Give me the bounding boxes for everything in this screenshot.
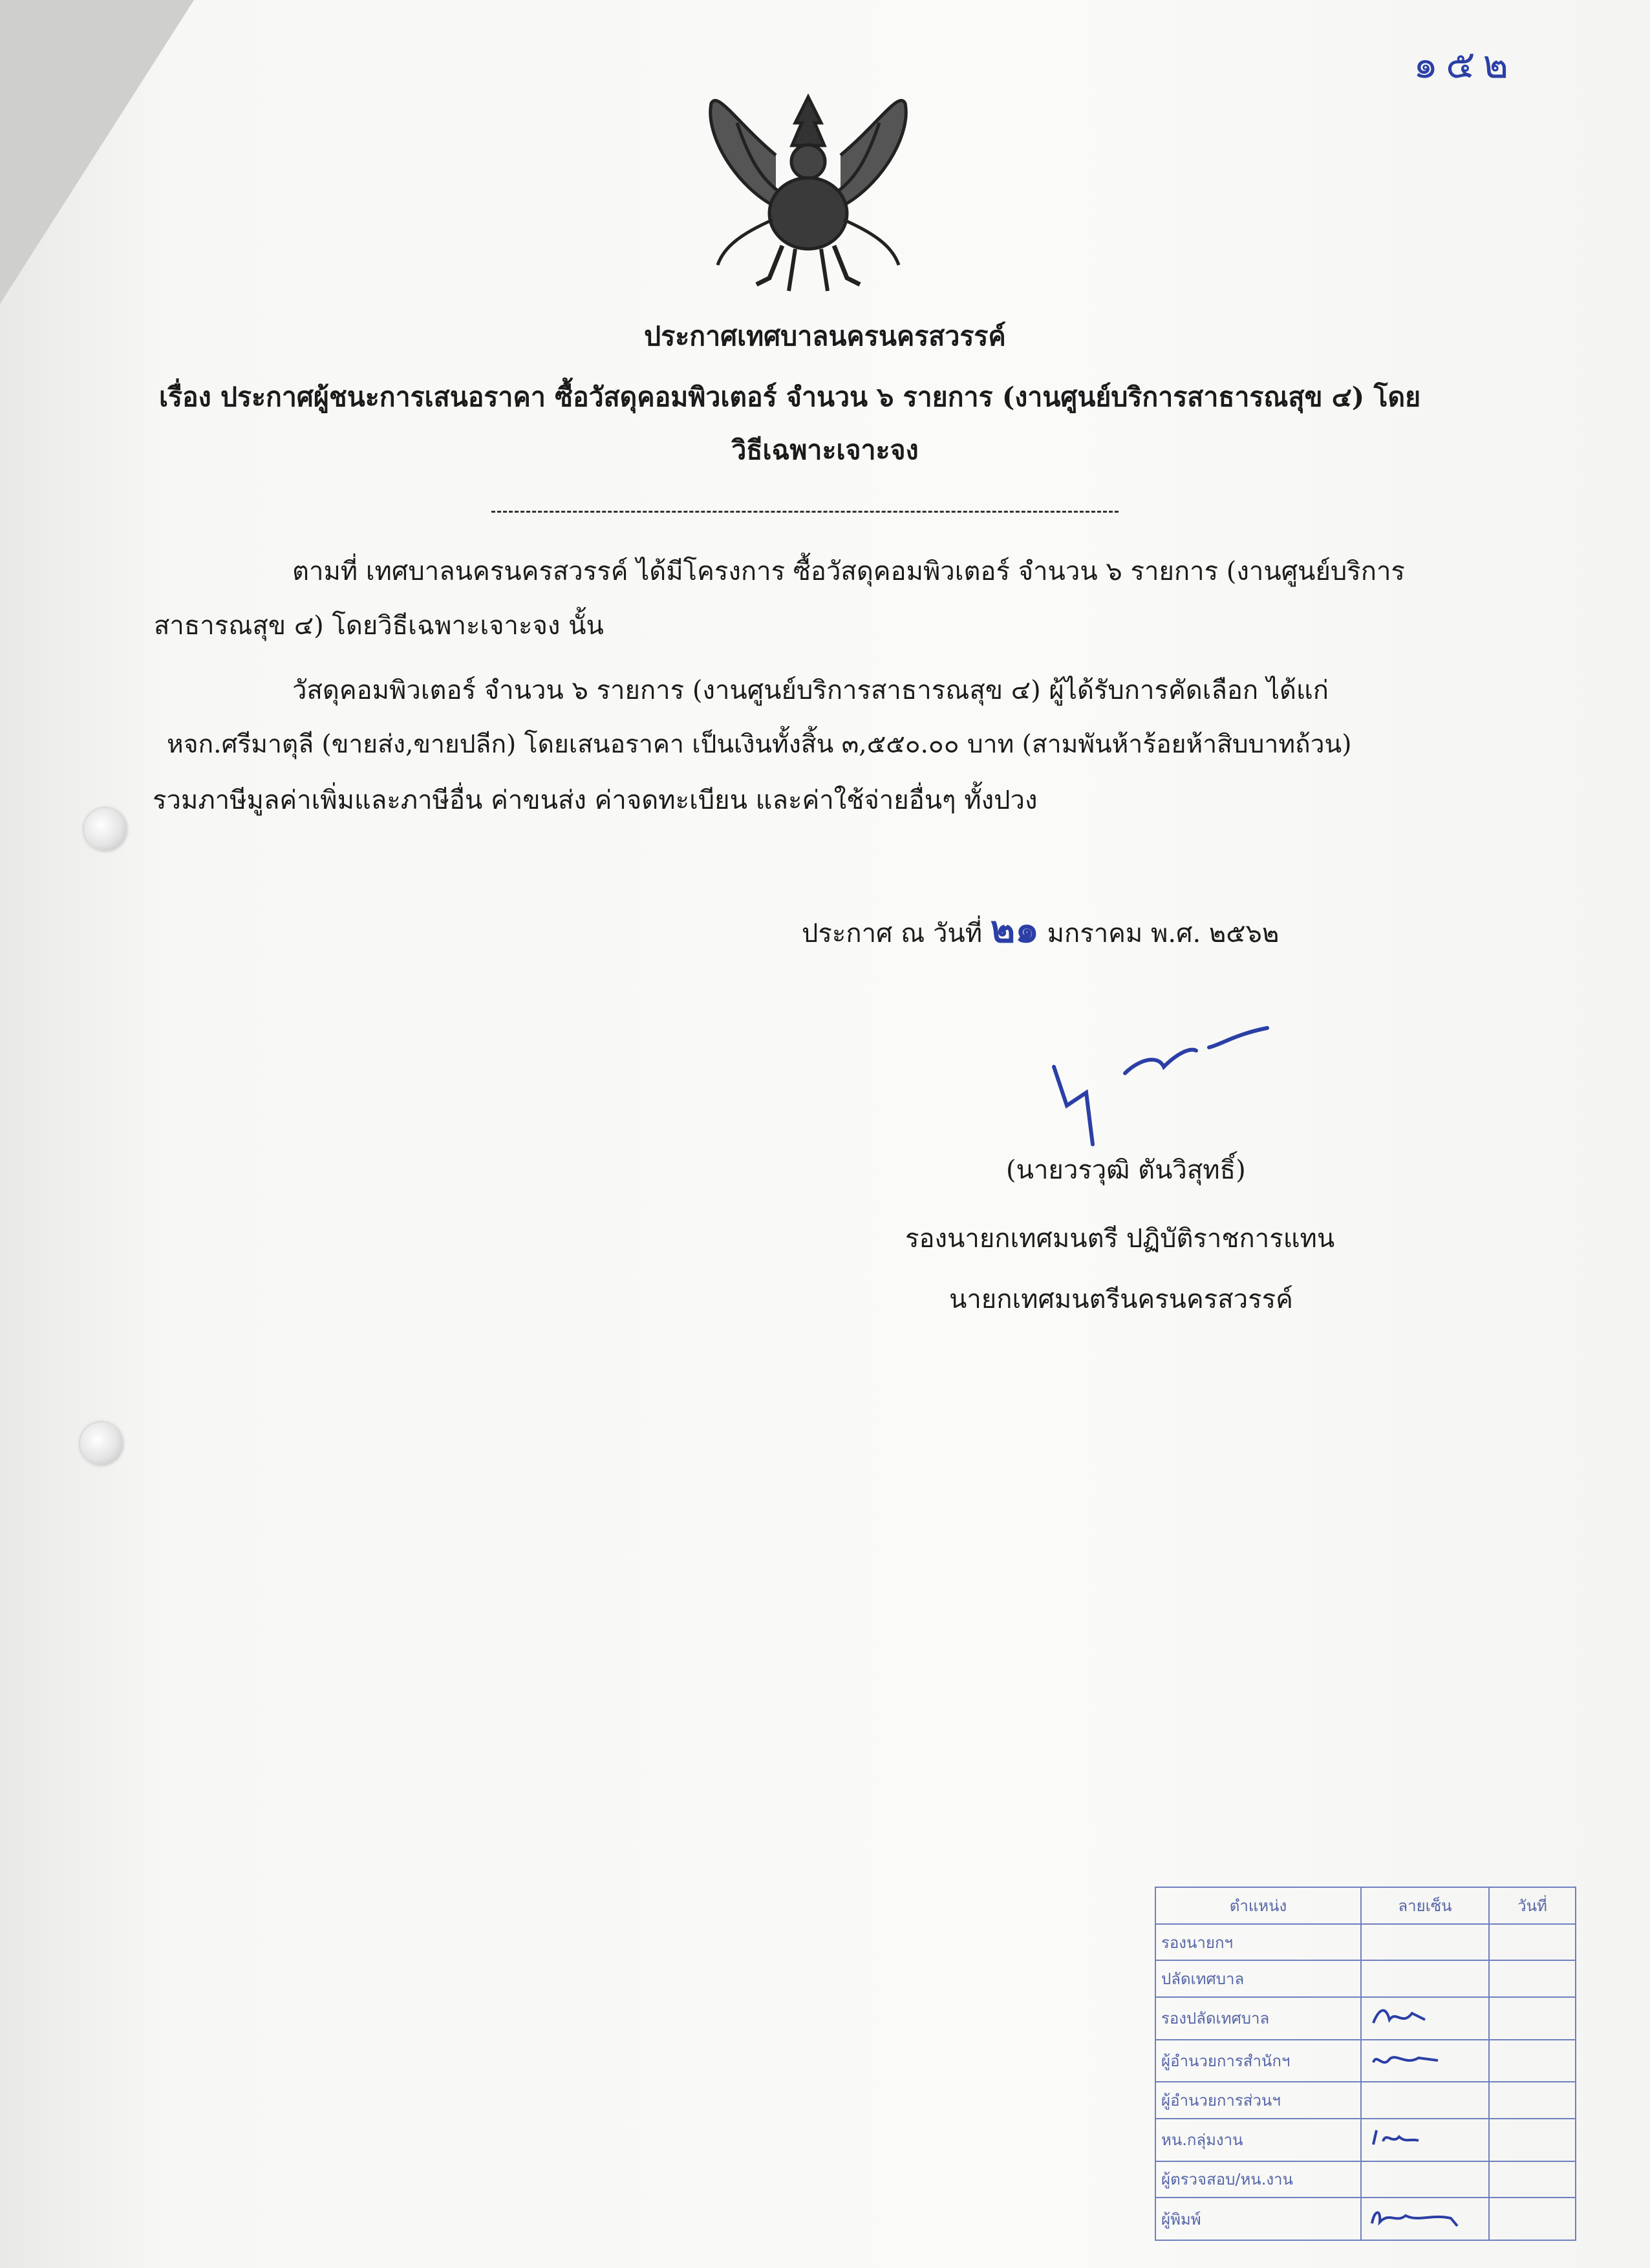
paragraph-2-line-2: หจก.ศรีมาตุลี (ขายส่ง,ขายปลีก) โดยเสนอราคา เป็นเงินทั้งสิ้น ๓,๕๕๐.๐๐ บาท (สามพันห้าร้อยห้าสิบบาทถ้วน)	[167, 730, 1352, 759]
table-row	[1155, 2082, 1576, 2119]
initials-icon	[1367, 2046, 1444, 2072]
initial-mark	[1361, 2198, 1489, 2240]
header-position: ตำแหน่ง	[1155, 1887, 1361, 1924]
row-position: รองปลัดเทศบาล	[1155, 1997, 1361, 2040]
row-position: รองนายกฯ	[1155, 1924, 1361, 1961]
initial-mark	[1361, 1997, 1489, 2040]
routing-table	[1155, 1887, 1576, 2241]
folded-corner	[0, 0, 194, 304]
announcement-title: ประกาศเทศบาลนครนครสวรรค์	[644, 321, 1006, 352]
initial-mark	[1361, 2040, 1489, 2082]
paragraph-1-line-2: สาธารณสุข ๔) โดยวิธีเฉพาะเจาะจง นั้น	[154, 611, 604, 641]
row-position: หน.กลุ่มงาน	[1155, 2119, 1361, 2161]
punch-hole	[80, 1422, 123, 1465]
table-row	[1155, 2198, 1576, 2240]
subject-line-1: เรื่อง ประกาศผู้ชนะการเสนอราคา ซื้อวัสดุคอมพิวเตอร์ จำนวน ๖ รายการ (งานศูนย์บริการสาธารณสุข ๔) โดย	[159, 381, 1421, 412]
signature-icon	[1028, 1015, 1287, 1157]
table-row	[1155, 1960, 1576, 1997]
announcement-date	[802, 907, 1280, 951]
table-row	[1155, 2119, 1576, 2161]
initials-icon	[1367, 2125, 1444, 2151]
routing-header-row	[1155, 1887, 1576, 1924]
date-day-handwritten: ๒๑	[990, 907, 1039, 951]
separator-rule	[491, 511, 1119, 513]
paragraph-1-line-1: ตามที่ เทศบาลนครนครสวรรค์ ได้มีโครงการ ซื้อวัสดุคอมพิวเตอร์ จำนวน ๖ รายการ (งานศูนย์บริการ	[292, 557, 1405, 586]
paragraph-2-line-1: วัสดุคอมพิวเตอร์ จำนวน ๖ รายการ (งานศูนย์บริการสาธารณสุข ๔) ผู้ได้รับการคัดเลือก ได้แก่	[292, 676, 1329, 705]
initial-mark	[1361, 2119, 1489, 2161]
initials-icon	[1367, 2004, 1444, 2029]
table-row	[1155, 2040, 1576, 2082]
row-position: ผู้ตรวจสอบ/หน.งาน	[1155, 2161, 1361, 2198]
signer-name: (นายวรวุฒิ ตันวิสุทธิ์)	[1006, 1155, 1246, 1185]
row-position: ผู้อำนวยการส่วนฯ	[1155, 2082, 1361, 2119]
subject-line-2: วิธีเฉพาะเจาะจง	[731, 434, 919, 465]
table-row	[1155, 2161, 1576, 2198]
table-row	[1155, 1997, 1576, 2040]
signer-position-1: รองนายกเทศมนตรี ปฏิบัติราชการแทน	[905, 1224, 1335, 1254]
signer-position-2: นายกเทศมนตรีนครนครสวรรค์	[949, 1285, 1293, 1314]
date-prefix: ประกาศ ณ วันที่	[802, 919, 983, 948]
punch-hole	[84, 808, 127, 851]
paragraph-2-line-3: รวมภาษีมูลค่าเพิ่มและภาษีอื่น ค่าขนส่ง ค่าจดทะเบียน และค่าใช้จ่ายอื่นๆ ทั้งปวง	[153, 786, 1038, 815]
row-position: ปลัดเทศบาล	[1155, 1960, 1361, 1997]
row-position: ผู้อำนวยการสำนักฯ	[1155, 2040, 1361, 2082]
table-row	[1155, 1924, 1576, 1961]
header-date: วันที่	[1489, 1887, 1576, 1924]
date-month-year: มกราคม พ.ศ. ๒๕๖๒	[1047, 919, 1280, 948]
row-position: ผู้พิมพ์	[1155, 2198, 1361, 2240]
initials-icon	[1367, 2204, 1470, 2230]
routing-stamp	[1155, 1887, 1576, 2241]
header-signature: ลายเซ็น	[1361, 1887, 1489, 1924]
page-number: ๑๕๒	[1413, 42, 1517, 87]
garuda-emblem-icon	[698, 84, 918, 297]
